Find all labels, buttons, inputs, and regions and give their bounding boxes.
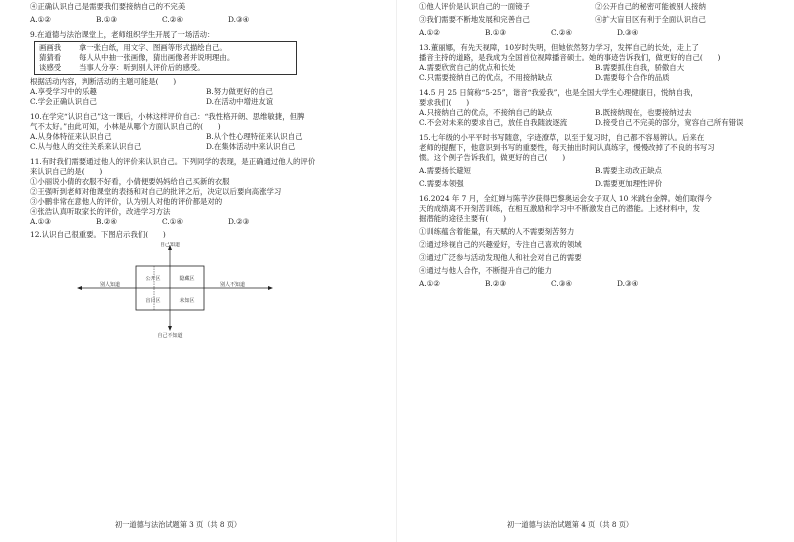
q9-box-label: 猜猜看	[39, 53, 62, 62]
q15-stem-line: 惯。这个例子告诉我们，做更好的自己( )	[419, 153, 566, 162]
q8-option-c[interactable]: C.②④	[162, 15, 183, 24]
q14-options-row1	[419, 108, 774, 118]
q13-stem-line: 播音主持的道路，是我成为全国首位视障播音硕士。她的事迹告诉我们，做更好的自己( )	[419, 53, 721, 62]
q9-option-a[interactable]: A.享受学习中的乐趣	[30, 87, 97, 96]
q11-stem-line: 11.有时我们需要通过他人的评价来认识自己。下列同学的表现，是正确通过他人的评价	[30, 157, 316, 166]
q15-option-b[interactable]: B.需要主动改正缺点	[595, 166, 662, 175]
q15-option-d[interactable]: D.需要更加理性评价	[595, 179, 663, 188]
q8-option-b[interactable]: B.①③	[96, 15, 118, 24]
q16-item-3: ③通过广泛参与活动发现他人和社会对自己的需要	[419, 253, 582, 262]
q14-options-row2	[419, 118, 774, 128]
q12-item-2: ②公开自己的秘密可能被别人接纳	[595, 2, 706, 11]
q15-options-row1	[419, 166, 774, 176]
q8-item-4: ④正确认识自己是需要我们要接纳自己的不完美	[30, 2, 186, 11]
q11-item-3: ③小鹏非常在意他人的评价，认为别人对他的评价都是对的	[30, 197, 223, 206]
q9-option-b[interactable]: B.努力做更好的自己	[206, 87, 273, 96]
diagram-cell-open: 公开区	[145, 276, 161, 282]
q16-item-1: ①训练蕴含着能量，有天赋的人不需要刻苦努力	[419, 227, 575, 236]
q9-option-d[interactable]: D.在活动中增进友谊	[206, 97, 274, 106]
q12-option-a[interactable]: A.①②	[419, 28, 440, 37]
q14-option-a[interactable]: A.只接纳自己的优点，不接纳自己的缺点	[419, 108, 553, 117]
exam-page-4	[397, 0, 794, 542]
q9-box-row	[39, 53, 292, 63]
q9-options-row1	[30, 87, 387, 97]
q13-option-c[interactable]: C.只需要接纳自己的优点，不用接纳缺点	[419, 73, 553, 82]
q9-options-row2	[30, 97, 387, 107]
q11-option-b[interactable]: B.②④	[96, 217, 118, 226]
q12-item-3: ③我们需要不断地发展和完善自己	[419, 15, 530, 24]
q11-item-4: ④张浩认真听取家长的评价，改进学习方法	[30, 207, 171, 216]
q15-option-a[interactable]: A.需要扬长避短	[419, 166, 472, 175]
q11-item-2: ②王强听到老师对他课堂的表扬和对自己的批评之后，决定以后要向高涨学习	[30, 187, 282, 196]
q11-option-d[interactable]: D.②③	[228, 217, 250, 226]
q16-item-4: ④通过与他人合作，不断提升自己的能力	[419, 266, 553, 275]
q9-option-c[interactable]: C.学会正确认识自己	[30, 97, 97, 106]
q9-box-row	[39, 43, 292, 53]
arrow-left-icon	[77, 286, 82, 290]
q15-option-c[interactable]: C.需要本领强	[419, 179, 464, 188]
q11-options	[30, 217, 387, 227]
page-footer: 初一道德与法治试题第 3 页（共 8 页）	[115, 520, 242, 529]
q13-option-b[interactable]: B.需要抓住自我，骄傲自大	[595, 63, 685, 72]
q8-options	[30, 15, 387, 25]
q12-stem: 12.认识自己很重要。下图启示我们( )	[30, 230, 166, 239]
q13-option-a[interactable]: A.需要欣赏自己的优点和长处	[419, 63, 516, 72]
q12-item-4: ④扩大盲目区有利于全面认识自己	[595, 15, 706, 24]
q11-stem-line: 来认识自己的是( )	[30, 167, 103, 176]
diagram-cell-hidden: 隐藏区	[179, 276, 195, 282]
q11-option-c[interactable]: C.①④	[162, 217, 183, 226]
diagram-label-top: 自己知道	[159, 242, 181, 248]
q10-options-row2	[30, 142, 387, 152]
q10-stem-line: 10.在学完“认识自己”这一课后，小林这样评价自己：“我性格开朗、思维敏捷，但脾	[30, 112, 305, 121]
q10-stem-line: 气不太好。”由此可知，小林是从哪个方面认识自己的( )	[30, 122, 221, 131]
q9-box-text: 每人从中抽一张画像，猜出画像者并说明理由。	[79, 53, 235, 62]
diagram-cell-unknown: 未知区	[179, 298, 195, 304]
q16-option-a[interactable]: A.①②	[419, 279, 440, 288]
q12-items-row2	[419, 15, 774, 25]
q13-stem-line: 13.董丽娜，有先天视障，10岁时失明，但她依然努力学习，发挥自己的长处，走上了	[419, 43, 699, 52]
q9-box-text: 当事人分享：听到别人评价后的感受。	[79, 63, 205, 72]
diagram-label-left: 别人知道	[99, 282, 120, 288]
arrow-down-icon	[168, 326, 172, 331]
q9-stem: 9.在道德与法治课堂上，老师组织学生开展了一场活动：	[30, 30, 215, 39]
q14-stem-line: 要求我们( )	[419, 98, 470, 107]
q10-option-d[interactable]: D.在集体活动中来认识自己	[206, 142, 296, 151]
q14-stem-line: 14.5 月 25 日简称“5·25”，谐音“我爱我”，也是全国大学生心理健康日，悦纳自我，	[419, 88, 698, 97]
diagram-label-right: 别人不知道	[220, 282, 246, 288]
arrow-right-icon	[268, 286, 273, 290]
q10-option-b[interactable]: B.从个性心理特征来认识自己	[206, 132, 303, 141]
q12-items-row1	[419, 2, 774, 12]
q12-options	[419, 28, 774, 38]
q14-option-b[interactable]: B.既接纳现在，也要接纳过去	[595, 108, 692, 117]
q11-option-a[interactable]: A.①③	[30, 217, 51, 226]
q10-option-a[interactable]: A.从身体特征来认识自己	[30, 132, 112, 141]
q15-options-row2	[419, 179, 774, 189]
q16-item-2: ②通过珍视自己的兴趣爱好，专注自己喜欢的领域	[419, 240, 582, 249]
q16-option-c[interactable]: C.③④	[551, 279, 572, 288]
q9-activity-box	[34, 41, 297, 75]
q16-options	[419, 279, 774, 289]
q16-stem-line: 16.2024 年 7 月，全红婵与陈芋汐获得巴黎奥运会女子双人 10 米跳台金牌。她们取得今	[419, 194, 712, 203]
q9-ask: 根据活动内容，判断活动的主题可能是( )	[30, 77, 177, 86]
q12-option-b[interactable]: B.①③	[485, 28, 507, 37]
q13-options-row2	[419, 73, 774, 83]
q16-stem-line: 天的成绩离不开刻苦训练，在相互激励和学习中不断激发自己的潜能。上述材料中，发	[419, 204, 700, 213]
q8-option-a[interactable]: A.①②	[30, 15, 51, 24]
johari-window-diagram	[60, 242, 300, 338]
q16-option-b[interactable]: B.②③	[485, 279, 507, 288]
q10-option-c[interactable]: C.从与他人的交往关系来认识自己	[30, 142, 142, 151]
q15-stem-line: 15.七年级的小平平时书写随意，字迹潦草，以至于复习时，自己都不容易辨认。后来在	[419, 133, 705, 142]
q16-stem-line: 掘潜能的途径主要有( )	[419, 214, 507, 223]
q14-option-c[interactable]: C.不会对未来的要求自己，放任自我随波逐流	[419, 118, 568, 127]
q12-option-d[interactable]: D.③④	[617, 28, 639, 37]
q13-options-row1	[419, 63, 774, 73]
diagram-cell-blind: 盲目区	[145, 298, 161, 304]
q11-item-1: ①小丽说小倩的衣服不好看，小倩便要妈妈给自己买新的衣服	[30, 177, 230, 186]
q12-option-c[interactable]: C.②④	[551, 28, 572, 37]
diagram-label-bottom: 自己不知道	[157, 333, 183, 338]
q14-option-d[interactable]: D.接受自己不完美的部分，宽容自己所有错误	[595, 118, 744, 127]
q10-options-row1	[30, 132, 387, 142]
q9-box-label: 谈感受	[39, 63, 62, 72]
q9-box-text: 拿一张白纸，用文字、图画等形式描绘自己。	[79, 43, 227, 52]
q8-option-d[interactable]: D.③④	[228, 15, 250, 24]
q13-option-d[interactable]: D.需要每个合作的品质	[595, 73, 670, 82]
q15-stem-line: 老师的提醒下，他意识到书写的重要性，每天抽出时间认真练字，慢慢改掉了不良的书写习	[419, 143, 715, 152]
q9-box-label: 画画我	[39, 43, 62, 52]
q9-box-row	[39, 63, 292, 73]
page-footer: 初一道德与法治试题第 4 页（共 8 页）	[507, 520, 634, 529]
q12-item-1: ①他人评价是认识自己的一面镜子	[419, 2, 530, 11]
q16-option-d[interactable]: D.③④	[617, 279, 639, 288]
